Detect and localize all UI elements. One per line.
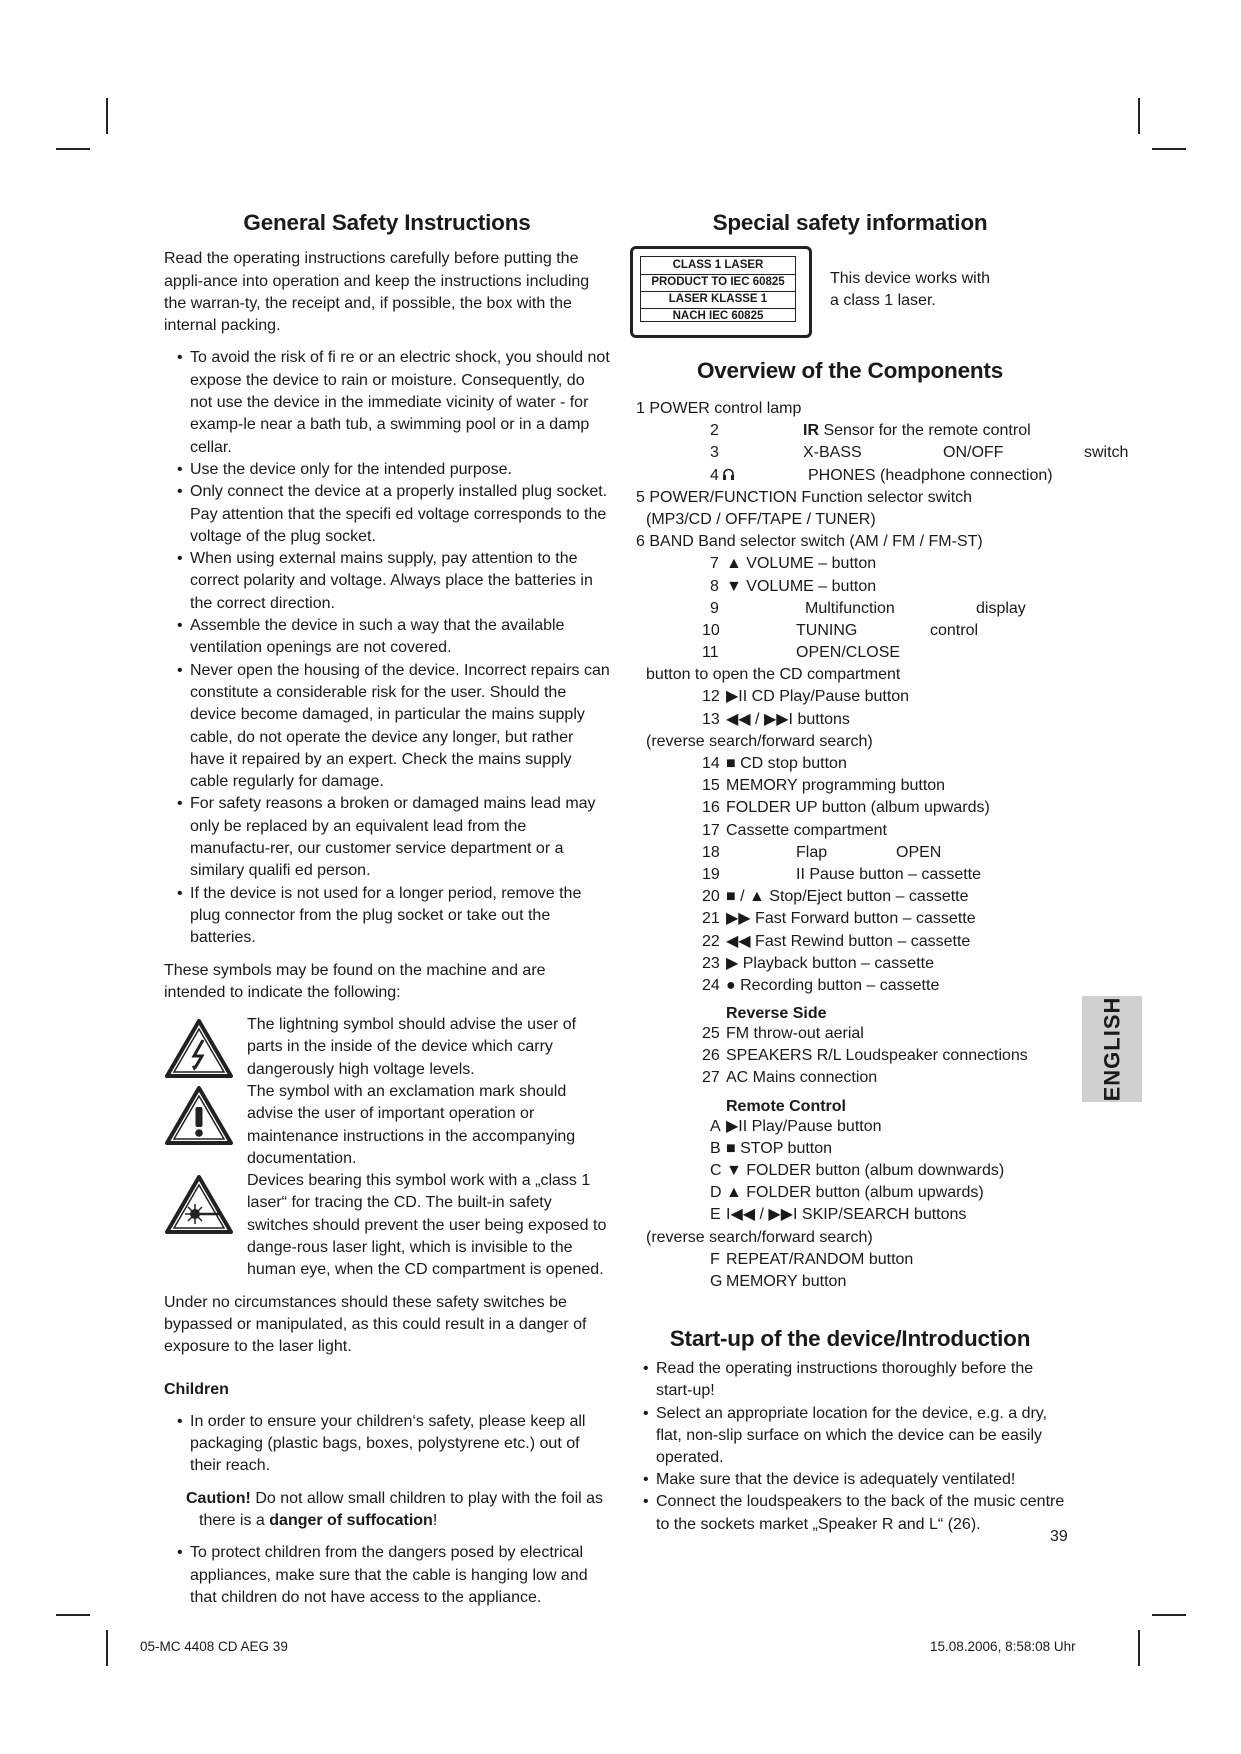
laser-label-line: NACH IEC 60825 <box>672 310 764 322</box>
laser-label-line: PRODUCT TO IEC 60825 <box>641 275 795 292</box>
lightning-warning-icon <box>164 1018 234 1080</box>
component-row <box>630 709 1140 731</box>
component-row <box>630 420 1140 442</box>
exclamation-symbol-text: The symbol with an exclamation mark should advise the user of important operation or maintenance instructions in the accompanying documentation. <box>247 1082 576 1167</box>
children-heading: Children <box>164 1380 229 1398</box>
component-text: ON/OFF <box>943 444 1004 462</box>
footer-right: 15.08.2006, 8:58:08 Uhr <box>930 1639 1076 1654</box>
laser-label-line: CLASS 1 LASER <box>641 258 795 275</box>
component-text <box>803 420 1031 442</box>
component-text: ▶▶ Fast Forward button – cassette <box>726 910 976 928</box>
children-bullet: • To protect children from the dangers posed by electrical appliances, make sure that the cable is hanging low and that children do not have access to the appliance. <box>164 1542 610 1609</box>
component-row <box>630 442 1140 464</box>
crop-mark <box>106 98 108 134</box>
component-row <box>630 1204 1140 1226</box>
safety-bullet: • Use the device only for the intended purpose. <box>164 459 610 481</box>
component-number: 9 <box>710 599 719 617</box>
component-row <box>630 398 1140 420</box>
component-row <box>630 686 1140 708</box>
component-text: ■ STOP button <box>726 1139 833 1157</box>
component-text: (MP3/CD / OFF/TAPE / TUNER) <box>646 510 876 528</box>
component-row <box>630 886 1140 908</box>
component-number: 23 <box>702 954 720 972</box>
component-row <box>630 576 1140 598</box>
component-text: I◀◀ / ▶▶I SKIP/SEARCH buttons <box>726 1206 967 1224</box>
component-text: ▼ FOLDER button (album downwards) <box>726 1162 1005 1179</box>
component-number: G <box>710 1272 723 1290</box>
caution-end: ! <box>432 1512 438 1530</box>
general-safety-title: General Safety Instructions <box>243 210 531 235</box>
component-text: (reverse search/forward search) <box>646 732 873 750</box>
component-text: ▼ VOLUME – button <box>726 577 877 595</box>
component-number: A <box>710 1117 721 1135</box>
laser-class-label <box>630 246 812 338</box>
component-text: OPEN <box>896 843 942 861</box>
symbols-intro: These symbols may be found on the machine and are intended to indicate the following: <box>164 961 546 1001</box>
component-text: 5 POWER/FUNCTION Function selector switch <box>636 488 973 506</box>
component-text: MEMORY programming button <box>726 777 946 795</box>
component-row <box>630 620 1140 642</box>
component-text: button to open the CD compartment <box>646 666 901 684</box>
laser-symbol-text: Devices bearing this symbol work with a „class 1 laser“ for tracing the CD. The built-in safety switches should prevent the user being exposed to dange-rous laser light, which is invisible to the human eye, when the CD compartment is opened. <box>247 1172 607 1279</box>
laser-label-line: LASER KLASSE 1 <box>641 292 795 309</box>
component-text: ▶ Playback button – cassette <box>726 954 934 972</box>
startup-section <box>630 1328 1070 1536</box>
caution-text: Do not allow small children to play with the foil as there is a <box>199 1489 604 1530</box>
component-row <box>630 1045 1140 1067</box>
component-text: X-BASS <box>803 444 862 462</box>
laser-text-line: a class 1 laser. <box>830 292 936 310</box>
component-row <box>630 775 1140 797</box>
safety-bullet: • Assemble the device in such a way that the available ventilation openings are not covered. <box>164 615 610 660</box>
components-list <box>630 398 1140 1293</box>
crop-mark <box>1152 1614 1186 1616</box>
component-text: II Pause button – cassette <box>796 865 982 883</box>
component-text: Cassette compartment <box>726 821 887 839</box>
component-text: ▶II CD Play/Pause button <box>726 688 910 706</box>
component-text: AC Mains connection <box>726 1069 878 1087</box>
component-row <box>630 642 1140 664</box>
component-number: 11 <box>702 644 719 662</box>
component-text: Multifunction <box>805 599 895 617</box>
component-text: control <box>930 621 979 639</box>
component-number: 3 <box>710 444 719 462</box>
component-row <box>630 509 1140 531</box>
component-text: OPEN/CLOSE <box>796 644 901 662</box>
component-number: 10 <box>702 621 720 639</box>
caution-label: Caution! <box>186 1489 251 1507</box>
component-number: 15 <box>702 777 720 795</box>
startup-title: Start-up of the device/Introduction <box>669 1326 1031 1351</box>
startup-bullet: • Connect the loudspeakers to the back of the music centre to the sockets market „Speaker R and L“ (26). <box>630 1491 1070 1535</box>
component-number: E <box>710 1206 721 1224</box>
component-row <box>630 797 1140 819</box>
crop-mark <box>56 1614 90 1616</box>
language-side-tab <box>1082 996 1142 1102</box>
component-text: display <box>976 599 1026 617</box>
component-row <box>630 664 1140 686</box>
component-number: 4 <box>710 466 719 484</box>
component-text: MEMORY button <box>726 1272 847 1290</box>
component-text: FOLDER UP button (album upwards) <box>726 799 990 817</box>
component-row <box>630 1138 1140 1160</box>
component-number: 21 <box>702 910 720 928</box>
component-text: ◀◀ Fast Rewind button – cassette <box>726 932 971 950</box>
component-row <box>630 1116 1140 1138</box>
crop-mark <box>106 1630 108 1666</box>
remote-control-heading: Remote Control <box>726 1097 846 1115</box>
children-bullet: • In order to ensure your children‘s safety, please keep all packaging (plastic bags, boxes, polystyrene etc.) out of their reach. <box>164 1411 610 1478</box>
component-row <box>630 1227 1140 1249</box>
component-text: switch <box>1084 444 1129 462</box>
ir-label: IR <box>803 422 819 440</box>
component-number: C <box>710 1162 722 1179</box>
component-text: TUNING <box>796 621 858 639</box>
crop-mark <box>1138 98 1140 134</box>
component-text: ▲ FOLDER button (album upwards) <box>726 1184 984 1202</box>
component-row <box>630 731 1140 753</box>
component-row <box>630 1090 1140 1116</box>
component-number: 14 <box>702 755 720 772</box>
component-row <box>630 820 1140 842</box>
lightning-symbol-text: The lightning symbol should advise the user of parts in the inside of the device which carry dangerously high voltage levels. <box>247 1016 577 1078</box>
component-text: ■ CD stop button <box>726 755 847 772</box>
page-number: 39 <box>1050 1528 1068 1545</box>
safety-bullet: • To avoid the risk of fi re or an electric shock, you should not expose the device to rain or moisture. Consequently, do not use the device in the immediate vicinity of water - for examp-le near a bath tub, a swimming pool or in a damp cellar. <box>164 347 610 458</box>
laser-text-line: This device works with <box>830 270 991 287</box>
safety-bullet: • Only connect the device at a properly installed plug socket. Pay attention that the specifi ed voltage corresponds to the voltage of the plug socket. <box>164 481 610 548</box>
component-number: 25 <box>702 1025 720 1043</box>
component-row <box>630 531 1140 553</box>
crop-mark <box>1138 1630 1140 1666</box>
component-number: 18 <box>702 843 720 861</box>
special-safety-title: Special safety information <box>712 210 988 235</box>
component-number: 19 <box>702 865 720 883</box>
component-number: 12 <box>702 688 720 706</box>
laser-warning-icon <box>164 1174 234 1236</box>
footer-left: 05-MC 4408 CD AEG 39 <box>140 1639 288 1654</box>
intro-paragraph: Read the operating instructions carefully before putting the appli-ance into operation and keep the instructions including the warran-ty, the receipt and, if possible, the box with the internal packing. <box>164 250 590 335</box>
component-row <box>630 953 1140 975</box>
language-tab-label: ENGLISH <box>1099 996 1125 1102</box>
component-row <box>630 1249 1140 1271</box>
component-number: 13 <box>702 710 720 728</box>
component-row <box>630 1182 1140 1204</box>
component-text-part: Sensor for the remote control <box>819 422 1031 440</box>
component-text: ▶II Play/Pause button <box>726 1117 882 1135</box>
component-number: 22 <box>702 932 720 950</box>
startup-bullet: • Read the operating instructions thoroughly before the start-up! <box>630 1358 1070 1402</box>
component-number: 7 <box>710 555 719 573</box>
safety-bullet: • If the device is not used for a longer period, remove the plug connector from the plug socket or take out the batteries. <box>164 883 610 950</box>
general-safety-section <box>164 212 610 1609</box>
component-text: ◀◀ / ▶▶I buttons <box>726 710 850 728</box>
component-number: 16 <box>702 799 720 817</box>
component-row <box>630 753 1140 775</box>
headphone-icon <box>722 466 735 488</box>
component-text: FM throw-out aerial <box>726 1025 864 1043</box>
symbol-row-laser <box>164 1170 610 1281</box>
component-row <box>630 598 1140 620</box>
startup-bullet: • Make sure that the device is adequately ventilated! <box>630 1469 1070 1491</box>
component-number: 27 <box>702 1069 720 1087</box>
component-text: ■ / ▲ Stop/Eject button – cassette <box>726 888 969 906</box>
component-text: ● Recording button – cassette <box>726 976 940 994</box>
component-number: 2 <box>710 422 719 440</box>
safety-bullet: • Never open the housing of the device. Incorrect repairs can constitute a considerable risk for the user. Should the device become damaged, in particular the mains supply cable, do not operate the device any longer, but rather have it repaired by an expert. Check the mains supply cable regularly for damage. <box>164 660 610 794</box>
component-number: B <box>710 1139 721 1157</box>
reverse-side-heading: Reverse Side <box>726 1005 827 1023</box>
component-number: 20 <box>702 888 720 906</box>
laser-text <box>830 268 990 312</box>
component-text: PHONES (headphone connection) <box>808 466 1053 484</box>
component-row <box>630 842 1140 864</box>
crop-mark <box>56 148 90 150</box>
component-row <box>630 908 1140 930</box>
component-text: REPEAT/RANDOM button <box>726 1250 914 1268</box>
component-text: SPEAKERS R/L Loudspeaker connections <box>726 1047 1028 1065</box>
component-text: ▲ VOLUME – button <box>726 555 877 573</box>
symbol-row-exclamation <box>164 1081 610 1170</box>
component-text: (reverse search/forward search) <box>646 1228 873 1246</box>
component-row <box>630 975 1140 997</box>
component-number: 17 <box>702 821 720 839</box>
component-row <box>630 1067 1140 1089</box>
safety-switch-note: Under no circumstances should these safety switches be bypassed or manipulated, as this could result in a danger of exposure to the laser light. <box>164 1293 587 1356</box>
component-row <box>630 1271 1140 1293</box>
exclamation-warning-icon <box>164 1085 234 1147</box>
component-row <box>630 553 1140 575</box>
startup-bullet: • Select an appropriate location for the device, e.g. a dry, flat, non-slip surface on which the device can be easily operated. <box>630 1403 1070 1470</box>
overview-title: Overview of the Components <box>696 358 1004 383</box>
component-row <box>630 465 1140 487</box>
component-number: D <box>710 1184 722 1202</box>
component-number: 8 <box>710 577 719 595</box>
laser-label-inner <box>640 256 796 322</box>
caution-emphasis: danger of suffocation <box>269 1512 433 1530</box>
crop-mark <box>1152 148 1186 150</box>
safety-bullet: • When using external mains supply, pay attention to the correct polarity and voltage. Always place the batteries in the correct direction. <box>164 548 610 615</box>
component-text: 1 POWER control lamp <box>636 400 802 417</box>
component-row <box>630 931 1140 953</box>
component-text: Flap <box>796 843 828 861</box>
component-row <box>630 487 1140 509</box>
component-row <box>630 1160 1140 1182</box>
safety-bullet: • For safety reasons a broken or damaged mains lead may only be replaced by an equivalent lead from the manufactu-rer, our customer service department or a similary qualifi ed person. <box>164 793 610 882</box>
component-number: F <box>710 1250 720 1268</box>
component-text: 6 BAND Band selector switch (AM / FM / FM-ST) <box>636 533 983 551</box>
component-row <box>630 864 1140 886</box>
caution-paragraph <box>177 1488 610 1533</box>
safety-bullet-list <box>164 347 610 949</box>
component-number: 24 <box>702 976 720 994</box>
component-row <box>630 997 1140 1023</box>
component-row <box>630 1023 1140 1045</box>
component-number: 26 <box>702 1047 720 1065</box>
symbol-row-lightning <box>164 1014 610 1081</box>
